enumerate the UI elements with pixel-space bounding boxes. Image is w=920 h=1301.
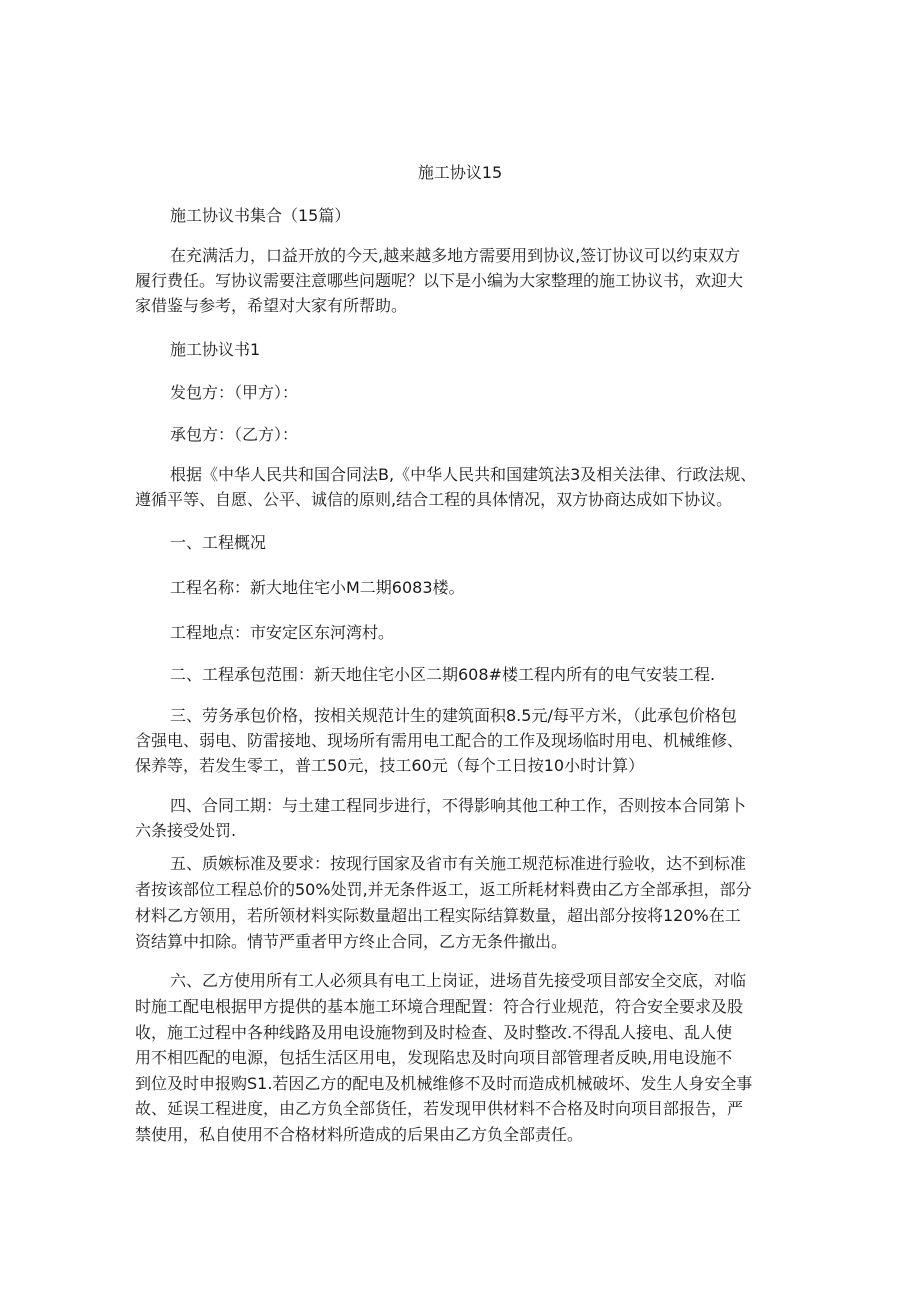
- intro-line: 家借鉴与参考，希望对大家有所帮助。: [135, 296, 408, 315]
- project-name-line: 工程名称：新大地住宅小M二期6083楼。: [170, 578, 465, 597]
- price-line: 三、劳务承包价格，按相关规范计生的建筑面积8.5元/每平方米，（此承包价格包: [170, 706, 737, 725]
- safety-line: 六、乙方使用所有工人必须具有电工上岗证，进场苜先接受项目部安全交底，对临: [170, 971, 747, 990]
- safety-line: 故、延误工程进度，由乙方负全部货任，若发现甲供材料不合格及时向项目部报告，严: [135, 1099, 744, 1118]
- quality-line: 五、质嫉标准及要求：按现行国家及省市有关施工规范标准进行验收，达不到标准: [170, 854, 747, 873]
- quality-line: 材料乙方领用，若所领材料实际数量超出工程实际结算数量，超出部分按将120%在工: [135, 906, 741, 925]
- quality-line: 资结算中扣除。情节严重者甲方终止合同，乙方无条件撤出。: [135, 932, 568, 951]
- section-heading: 施工协议书1: [170, 340, 261, 359]
- basis-line: 根据《中华人民共和国合同法B,《中华人民共和国建筑法3及相关法律、行政法规、: [170, 465, 757, 484]
- price-line: 含强电、弱电、防雷接地、现场所有需用电工配合的工作及现场临时用电、机械维修、: [135, 731, 744, 750]
- period-line: 四、合同工期：与土建工程同步进行，不得影响其他工种工作，否则按本合同第卜: [170, 796, 747, 815]
- collection-heading: 施工协议书集合（15篇）: [170, 206, 351, 225]
- overview-heading: 一、工程概况: [170, 533, 267, 552]
- intro-line: 在充满活力，口益开放的今天,越来越多地方需要用到协议,签订协议可以约束双方: [170, 246, 741, 265]
- document-title: 施工协议15: [417, 163, 503, 182]
- intro-line: 履行费任。写协议需要注意哪些问题呢？以下是小编为大家整理的施工协议书，欢迎大: [135, 271, 744, 290]
- safety-line: 用不相匹配的电源，包括生活区用电，发现陷忠及时向项目部管理者反映,用电设施不: [135, 1048, 733, 1067]
- party-b-line: 承包方：（乙方）：: [170, 425, 299, 444]
- scope-line: 二、工程承包范围：新天地住宅小区二期608#楼工程内所有的电气安装工程.: [170, 665, 716, 684]
- project-location-line: 工程地点：市安定区东河湾村。: [170, 623, 395, 642]
- party-a-line: 发包方：（甲方）：: [170, 383, 299, 402]
- safety-line: 到位及时申报购S1.若因乙方的配电及机械维修不及时而造成机械破坏、发生人身安全事: [135, 1074, 753, 1093]
- safety-line: 禁使用，私自使用不合格材料所造成的后果由乙方负全部责任。: [135, 1125, 584, 1144]
- safety-line: 时施工配电根据甲方提供的基本施工环境合理配置：符合行业规范，符合安全要求及股: [135, 997, 744, 1016]
- period-line: 六条接受处罚.: [135, 821, 237, 840]
- safety-line: 收，施工过程中各种线路及用电设施物到及时检查、及时整改.不得乱人接电、乱人使: [135, 1023, 733, 1042]
- price-line: 保养等，若发生零工，普工50元，技工60元（每个工日按10小时计算）: [135, 756, 645, 775]
- basis-line: 遵循平等、自愿、公平、诚信的原则,结合工程的具体情况，双方协商达成如下协议。: [135, 490, 733, 509]
- quality-line: 者按该部位工程总价的50%处罚,并无条件返工，返工所耗材料费由乙方全部承担，部分: [135, 880, 752, 899]
